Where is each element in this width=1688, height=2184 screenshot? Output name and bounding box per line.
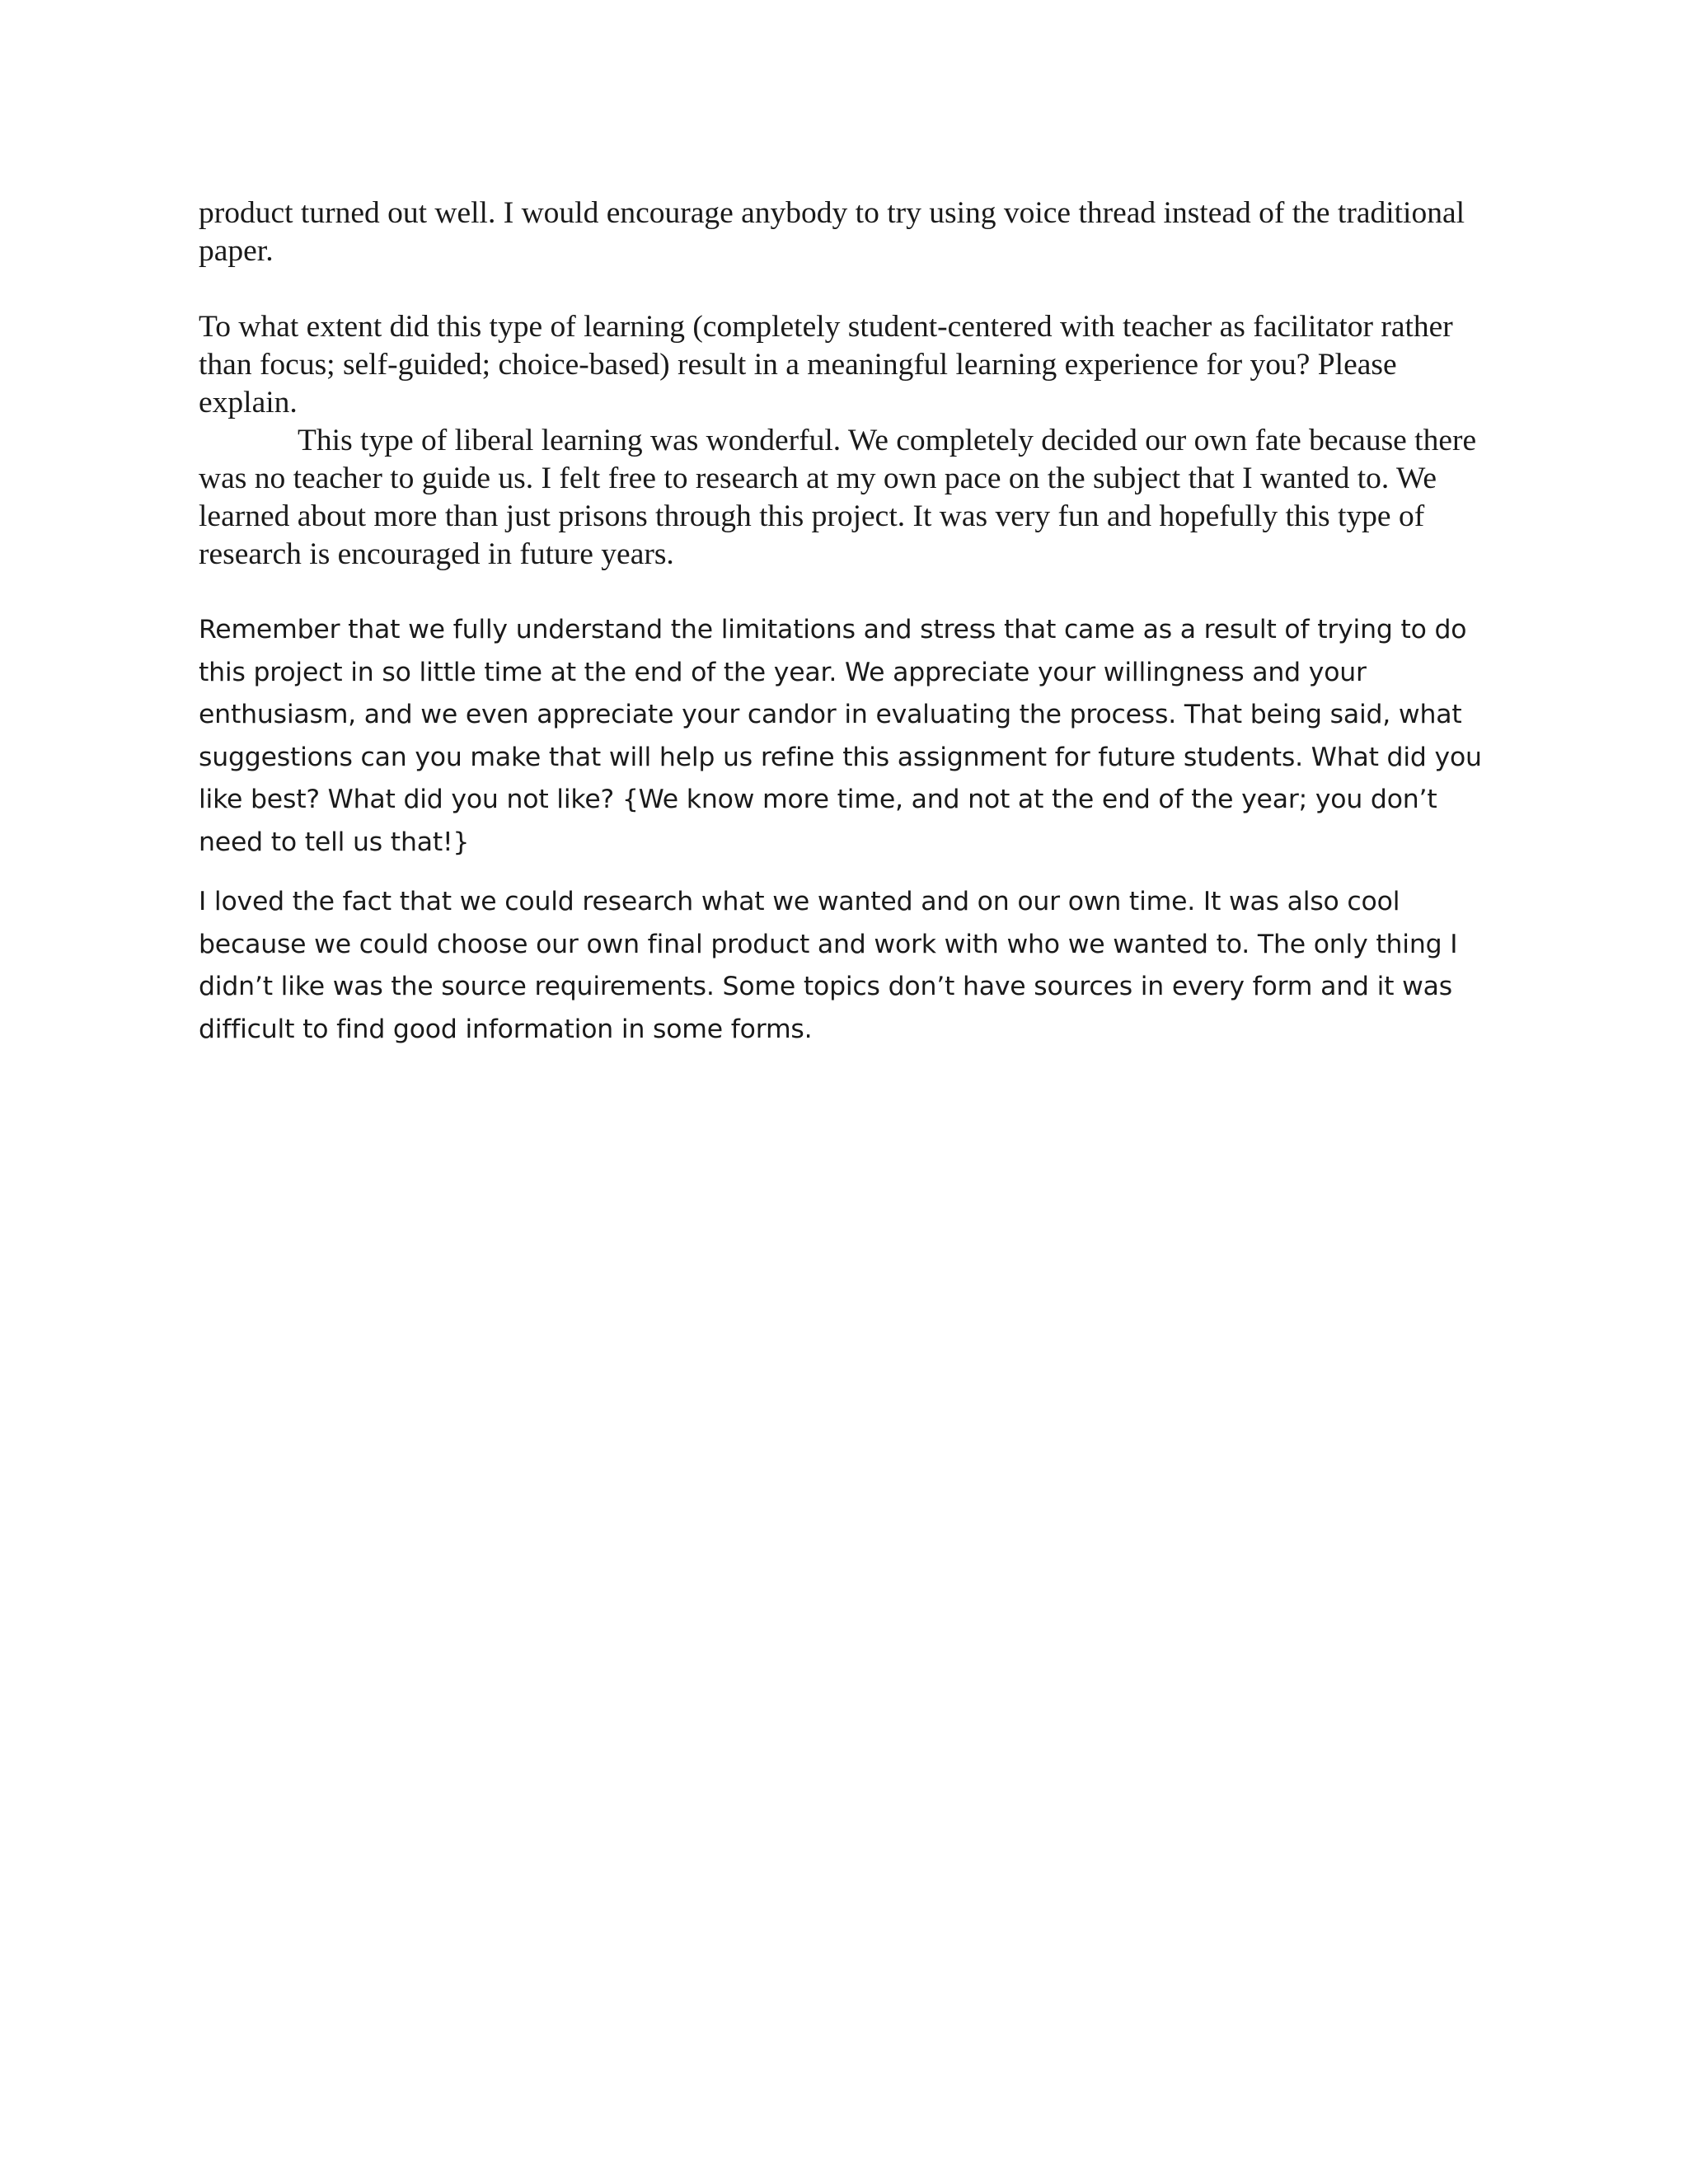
answer-paragraph: This type of liberal learning was wonderful. We completely decided our own fate because there was no teacher to guide us. I felt free to research at my own pace on the subject that I wanted to. We learned about more than just prisons through this project. It was very fun and hopefully this type of research is encouraged in future years. — [199, 424, 1477, 571]
question-paragraph: To what extent did this type of learning (completely student-centered with teacher as facilitator rather than focus; self-guided; choice-based) result in a meaningful learning experience for you? Please explain. — [199, 310, 1453, 419]
continuation-paragraph: product turned out well. I would encourage anybody to try using voice thread instead of the traditional paper. — [199, 196, 1465, 268]
response-paragraph: I loved the fact that we could research what we wanted and on our own time. It was also cool because we could choose our own final product and work with who we wanted to. The only thing I didn’t like was the source requirements. Some topics don’t have sources in every form and it was difficult to find good information in some forms. — [199, 887, 1458, 1044]
document-body — [199, 194, 1501, 1051]
prompt-paragraph: Remember that we fully understand the limitations and stress that came as a result of trying to do this project in so little time at the end of the year. We appreciate your willingness and your enthusiasm, and we even appreciate your candor in evaluating the process. That being said, what suggestions can you make that will help us refine this assignment for future students. What did you like best? What did you not like? {We know more time, and not at the end of the year; you don’t need to tell us that!} — [199, 615, 1482, 857]
